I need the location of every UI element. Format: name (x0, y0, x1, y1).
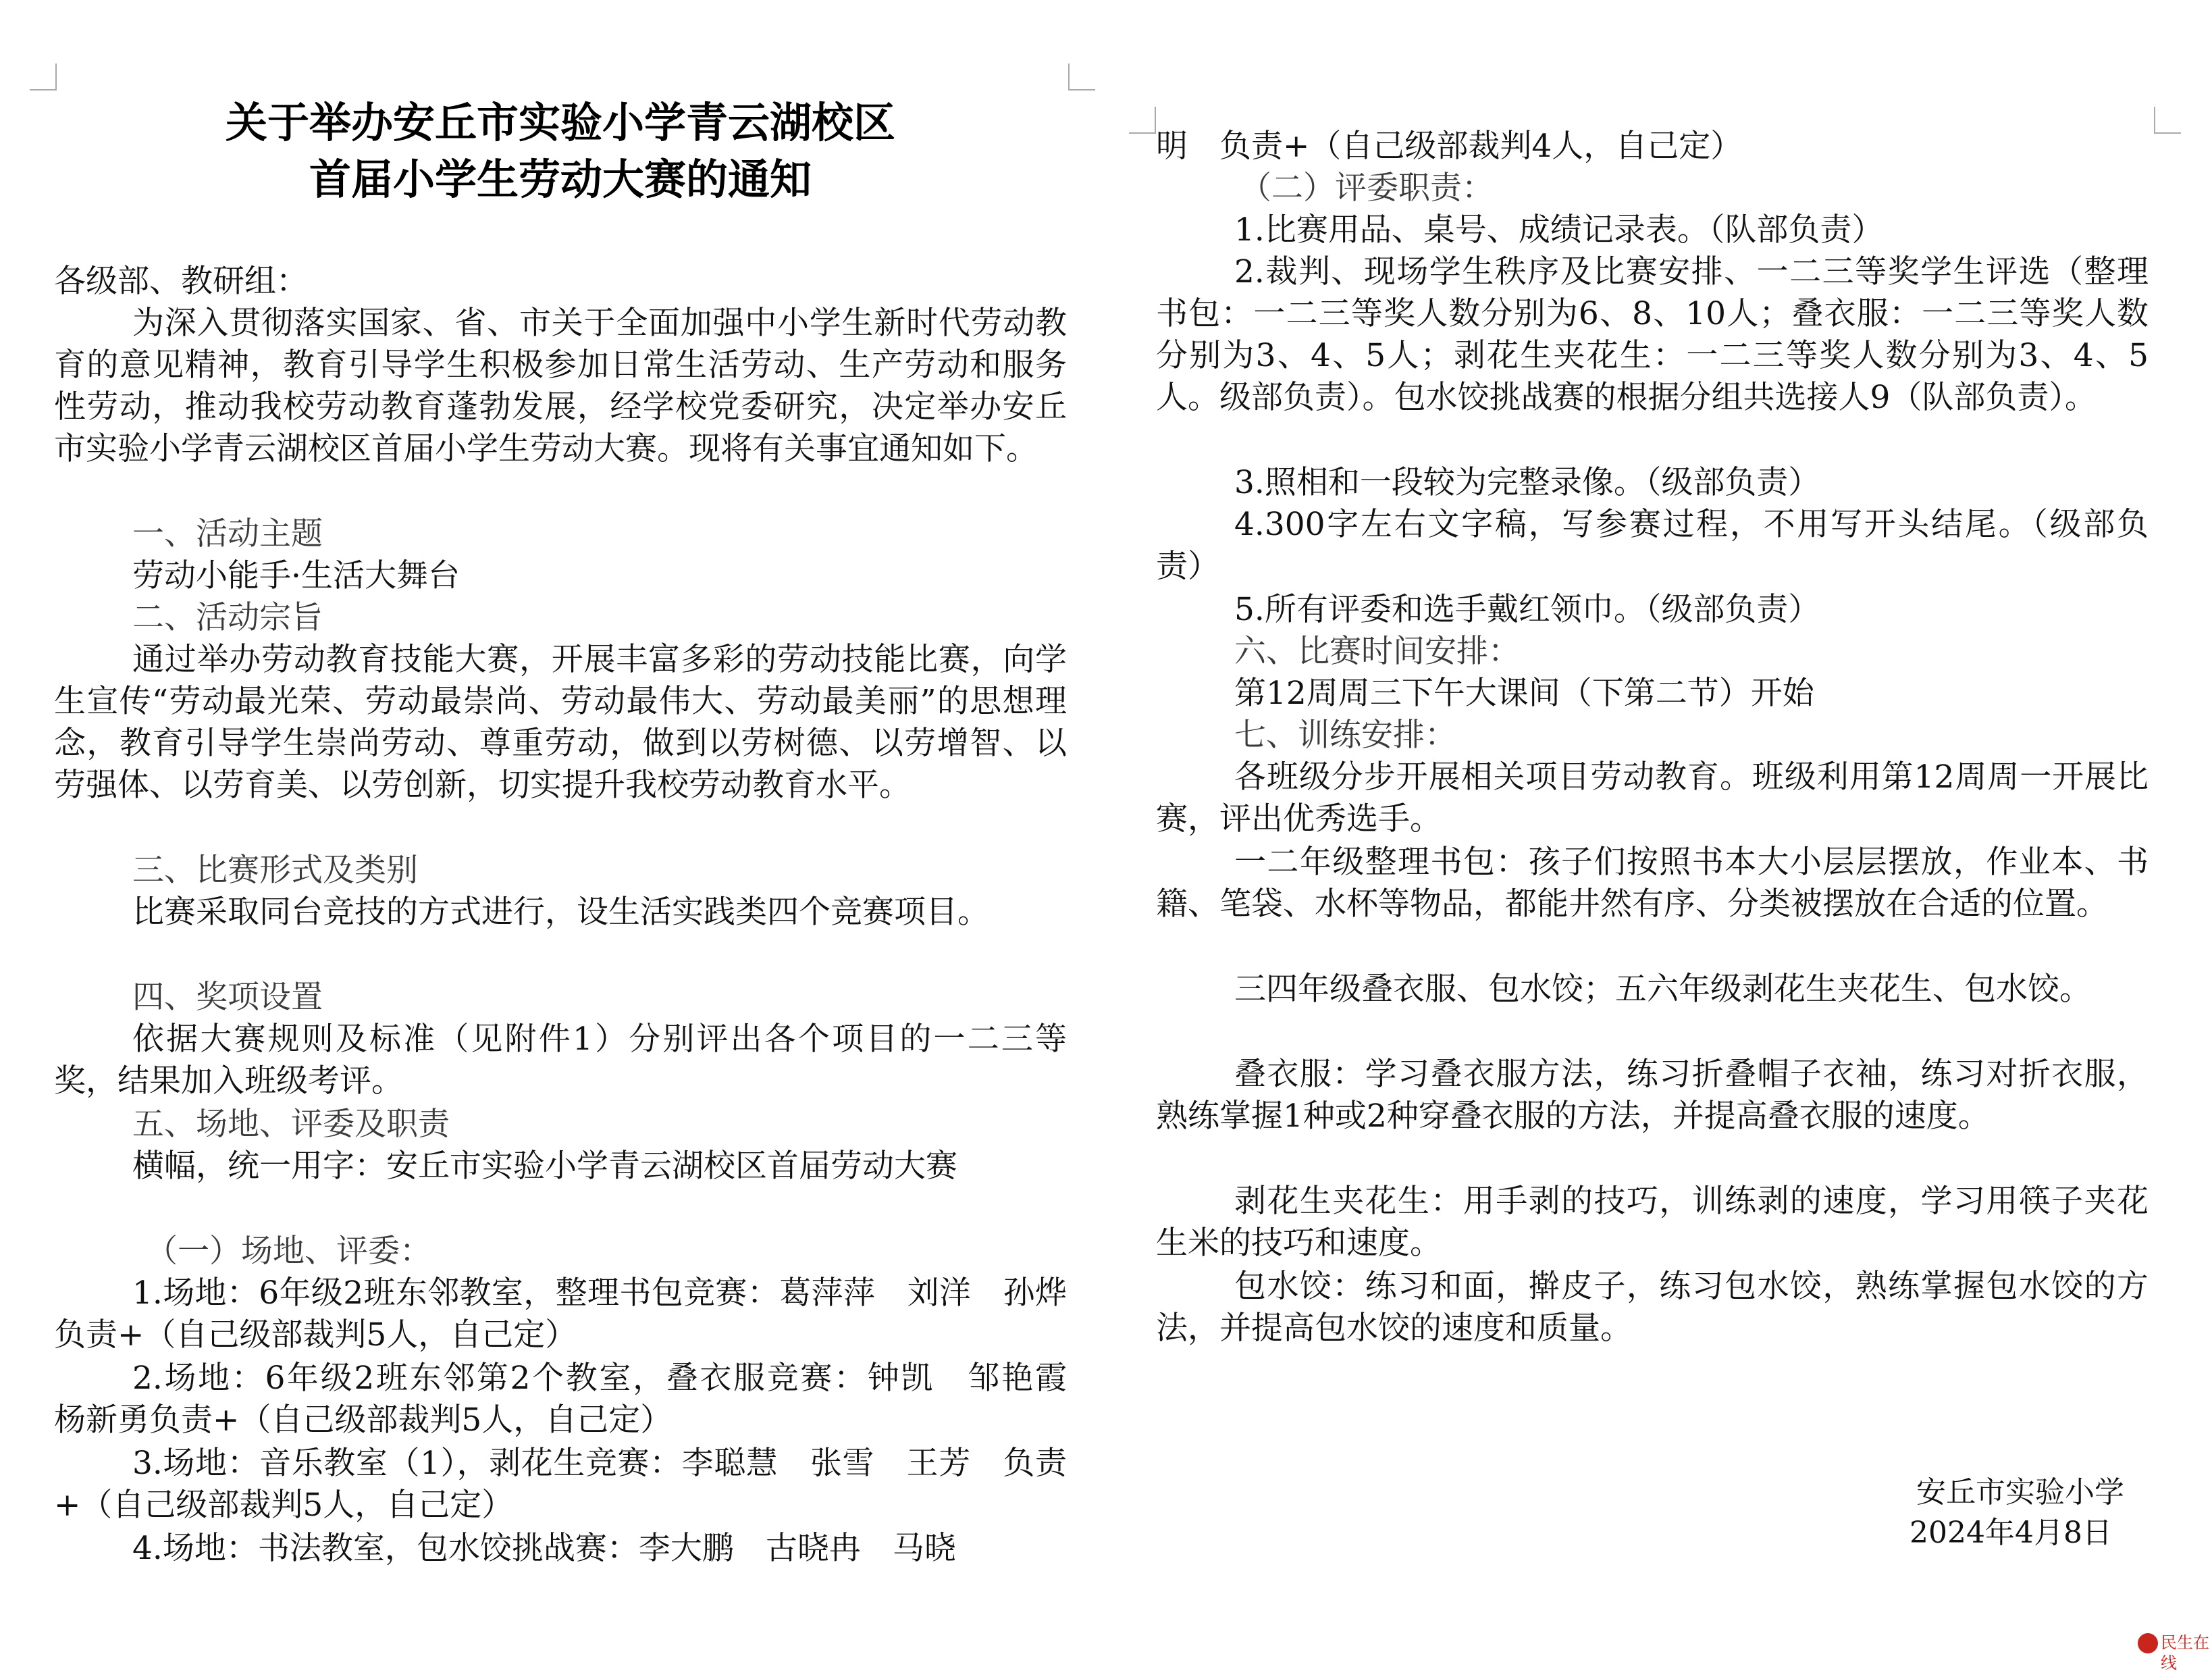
schedule-text: 第12周周三下午大课间（下第二节）开始 (1234, 675, 1814, 712)
section-heading-purpose: 二、活动宗旨 (132, 599, 323, 636)
venue-item-4-continued: 明 负责+（自己级部裁判4人，自己定） (1156, 128, 1743, 165)
section-heading-awards: 四、奖项设置 (132, 979, 323, 1016)
section-heading-training: 七、训练安排： (1234, 717, 1456, 754)
venue-item-3: 3.场地：音乐教室（1），剥花生竞赛：李聪慧 张雪 王芳 负责+（自己级部裁判5人，自己定） (54, 1445, 1067, 1524)
signature-org: 安丘市实验小学 (1916, 1475, 2124, 1510)
format-paragraph: 比赛采取同台竞技的方式进行，设生活实践类四个竞赛项目。 (132, 894, 989, 931)
subheading-venues-judges: （一）场地、评委： (146, 1233, 431, 1270)
duty-item-1: 1.比赛用品、桌号、成绩记录表。（队部负责） (1234, 211, 1884, 249)
salutation: 各级部、教研组： (54, 263, 308, 300)
section-heading-theme: 一、活动主题 (132, 515, 323, 552)
training-paragraph-3: 三四年级叠衣服、包水饺；五六年级剥花生夹花生、包水饺。 (1234, 971, 2091, 1008)
section-heading-format: 三、比赛形式及类别 (132, 852, 418, 889)
signature-date: 2024年4月8日 (1910, 1516, 2112, 1550)
section-heading-schedule: 六、比赛时间安排： (1234, 633, 1520, 670)
watermark-text: 民生在线 (2161, 1633, 2209, 1672)
watermark-logo-icon (2138, 1633, 2158, 1653)
corner-mark-top-left-page-right (1068, 63, 1095, 91)
duty-item-5: 5.所有评委和选手戴红领巾。（级部负责） (1234, 591, 1820, 628)
subheading-judge-duties: （二）评委职责： (1240, 170, 1494, 207)
banner-paragraph: 横幅，统一用字：安丘市实验小学青云湖校区首届劳动大赛 (132, 1148, 957, 1185)
corner-mark-top-right-page-left (1129, 107, 1156, 134)
purpose-paragraph: 通过举办劳动教育技能大赛，开展丰富多彩的劳动技能比赛，向学生宣传“劳动最光荣、劳动最崇尚、劳动最伟大、劳动最美丽”的思想理念，教育引导学生崇尚劳动、尊重劳动，做到以劳树德、以劳增智、以劳强体、以劳育美、以劳创新，切实提升我校劳动教育水平。 (54, 641, 1067, 804)
training-paragraph-5: 剥花生夹花生：用手剥的技巧，训练剥的速度，学习用筷子夹花生米的技巧和速度。 (1156, 1183, 2149, 1262)
training-paragraph-4: 叠衣服：学习叠衣服方法，练习折叠帽子衣袖，练习对折衣服，熟练掌握1种或2种穿叠衣服的方法，并提高叠衣服的速度。 (1156, 1056, 2149, 1135)
intro-paragraph: 为深入贯彻落实国家、省、市关于全面加强中小学生新时代劳动教育的意见精神，教育引导学生积极参加日常生活劳动、生产劳动和服务性劳动，推动我校劳动教育蓬勃发展，经学校党委研究，决定举办安丘市实验小学青云湖校区首届小学生劳动大赛。现将有关事宜通知如下。 (54, 305, 1067, 467)
awards-paragraph: 依据大赛规则及标准（见附件1）分别评出各个项目的一二三等奖，结果加入班级考评。 (54, 1021, 1067, 1100)
venue-item-2: 2.场地：6年级2班东邻第2个教室，叠衣服竞赛：钟凯 邹艳霞 杨新勇负责+（自己级部裁判5人，自己定） (54, 1360, 1099, 1439)
notice-title-line-1: 关于举办安丘市实验小学青云湖校区 (225, 98, 895, 147)
duty-item-4: 4.300字左右文字稿，写参赛过程，不用写开头结尾。（级部负责） (1156, 506, 2149, 585)
duty-item-2: 2.裁判、现场学生秩序及比赛安排、一二三等奖学生评选（整理书包：一二三等奖人数分别为6、8、10人；叠衣服：一二三等奖人数分别为3、4、5人；剥花生夹花生：一二三等奖人数分别为3、4、5人。级部负责）。包水饺挑战赛的根据分组共选接人9（队部负责）。 (1156, 253, 2149, 416)
theme-text: 劳动小能手·生活大舞台 (132, 557, 460, 594)
venue-item-4: 4.场地：书法教室，包水饺挑战赛：李大鹏 古晓冉 马晓 (132, 1530, 956, 1567)
corner-mark-top-right (2154, 107, 2181, 134)
venue-item-1: 1.场地：6年级2班东邻教室，整理书包竞赛：葛萍萍 刘洋 孙烨负责+（自己级部裁判5人，自己定） (54, 1275, 1067, 1354)
corner-mark-top-left (30, 63, 57, 91)
section-heading-venues: 五、场地、评委及职责 (132, 1106, 450, 1143)
training-paragraph-1: 各班级分步开展相关项目劳动教育。班级利用第12周周一开展比赛，评出优秀选手。 (1156, 758, 2149, 838)
training-paragraph-2: 一二年级整理书包：孩子们按照书本大小层层摆放，作业本、书籍、笔袋、水杯等物品，都能井然有序、分类被摆放在合适的位置。 (1156, 844, 2149, 923)
notice-title-line-2: 首届小学生劳动大赛的通知 (309, 155, 812, 204)
duty-item-3: 3.照相和一段较为完整录像。（级部负责） (1234, 464, 1820, 501)
training-paragraph-6: 包水饺：练习和面，擀皮子，练习包水饺，熟练掌握包水饺的方法，并提高包水饺的速度和质量。 (1156, 1268, 2149, 1347)
